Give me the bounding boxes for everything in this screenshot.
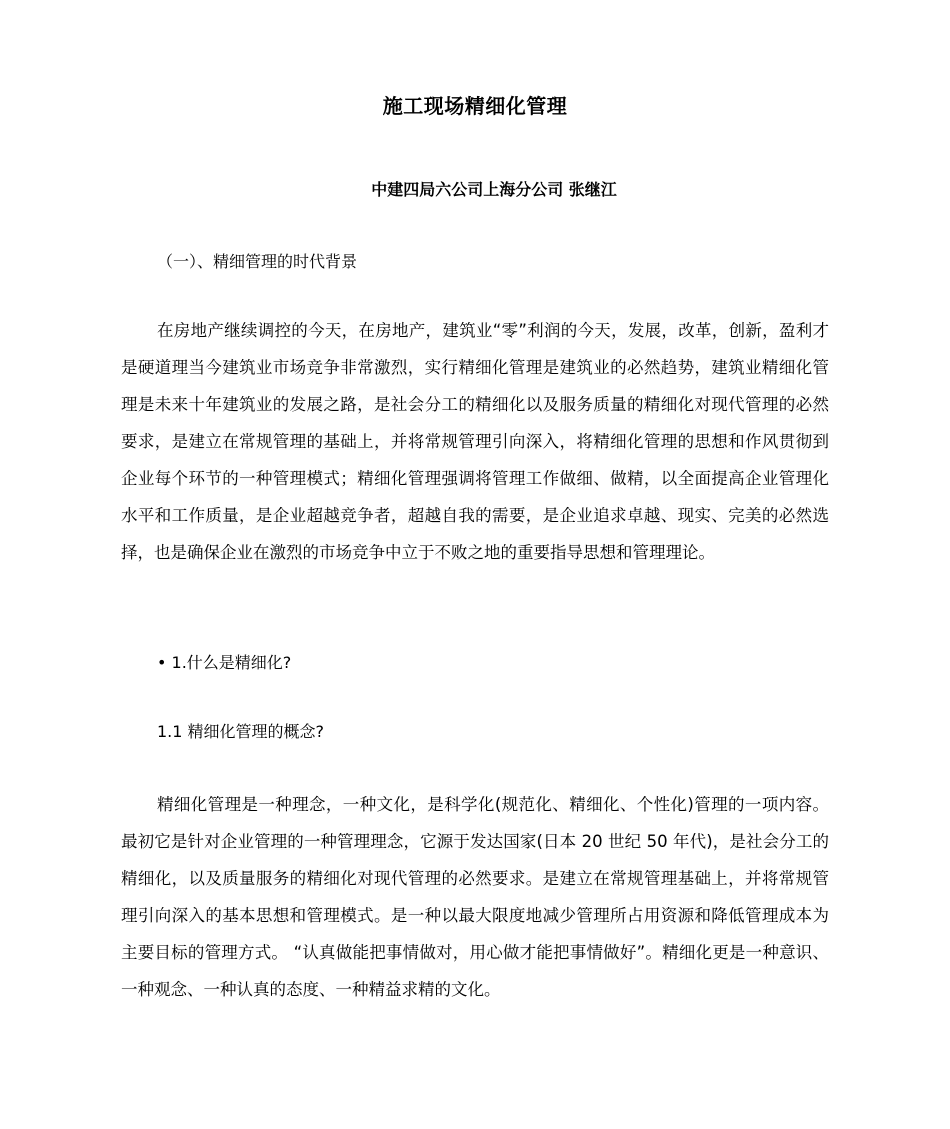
bullet-item: • 1.什么是精细化? [157,653,292,672]
document-title: 施工现场精细化管理 [382,94,568,118]
section-heading: （一）、精细管理的时代背景 [157,252,358,271]
body-paragraph-background: 在房地产继续调控的今天，在房地产，建筑业“零”利润的今天，发展，改革，创新，盈利才是硬道理当今建筑业市场竞争非常激烈，实行精细化管理是建筑业的必然趋势，建筑业精细化管理是未来十年建筑业的发展之路，是社会分工的精细化以及服务质量的精细化对现代管理的必然要求，是建立在常规管理的基础上，并将常规管理引向深入，将精细化管理的思想和作风贯彻到企业每个环节的一种管理模式；精细化管理强调将管理工作做细、做精，以全面提高企业管理化水平和工作质量，是企业超越竞争者，超越自我的需要，是企业追求卓越、现实、完美的必然选择，也是确保企业在激烈的市场竞争中立于不败之地的重要指导思想和管理理论。 [121,321,829,562]
body-paragraph-concept: 精细化管理是一种理念，一种文化，是科学化(规范化、精细化、个性化)管理的一项内容。最初它是针对企业管理的一种管理理念，它源于发达国家(日本 20 世纪 50 年代)，是社会分工的精细化，以及质量服务的精细化对现代管理的必然要求。是建立在常规管理基础上，并将常规管理引向深入的基本思想和管理模式。是一种以最大限度地减少管理所占用资源和降低管理成本为主要目标的管理方式。 “认真做能把事情做对，用心做才能把事情做好”。精细化更是一种意识、一种观念、一种认真的态度、一种精益求精的文化。 [121,795,829,999]
document-author: 中建四局六公司上海分公司 张继江 [371,180,617,199]
subheading: 1.1 精细化管理的概念? [157,722,325,741]
